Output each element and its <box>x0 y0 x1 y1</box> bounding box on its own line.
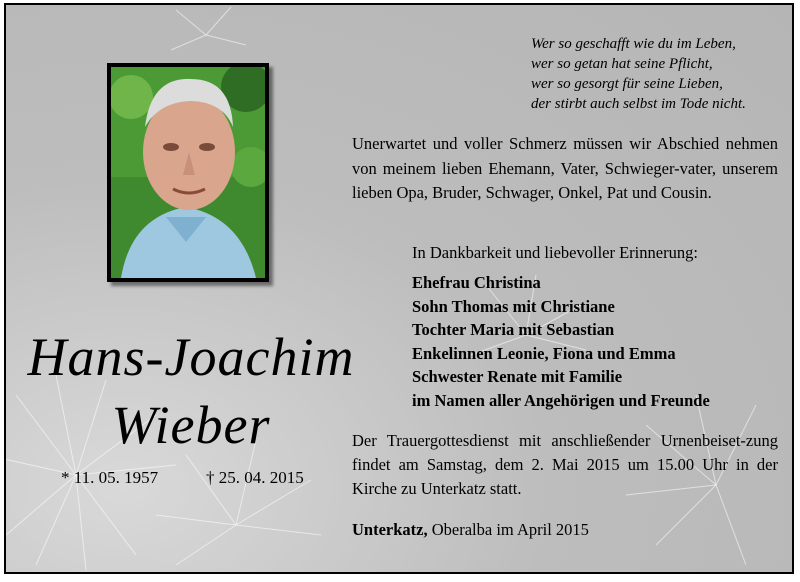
intro-text: Unerwartet und voller Schmerz müssen wir Abschied nehmen von meinem lieben Ehemann, Vater, Schwieger-vater, unserem lieben Opa, Bruder, Schwager, Onkel, Pat und Cousin. <box>352 134 778 202</box>
mourner-entry: Tochter Maria mit Sebastian <box>412 320 615 339</box>
mourner-entry: Enkelinnen Leonie, Fiona und Emma <box>412 343 676 363</box>
poem-line: wer so getan hat seine Pflicht, <box>531 56 713 72</box>
mourner-entry: im Namen aller Angehörigen und Freunde <box>412 390 710 410</box>
poem-line: Wer so geschafft wie du im Leben, <box>531 36 736 52</box>
thanks-line: In Dankbarkeit und liebevoller Erinnerung: <box>412 243 698 262</box>
portrait-photo <box>107 63 269 282</box>
birth-date: * 11. 05. 1957 <box>61 468 159 487</box>
deceased-first-name: Hans-Joachim <box>27 327 355 387</box>
mourner-entry: Sohn Thomas mit Christiane <box>412 296 615 316</box>
mourner-entry: Ehefrau Christina <box>412 273 541 292</box>
place-date <box>352 520 589 540</box>
death-date: † 25. 04. 2015 <box>206 468 304 487</box>
poem <box>531 34 791 114</box>
place-rest: Oberalba im April 2015 <box>427 520 589 539</box>
obituary-notice <box>4 3 794 574</box>
service-text: Der Trauergottesdienst mit anschließender Urnenbeiset-zung findet am Samstag, dem 2. Mai 2015 um 15.00 Uhr in der Kirche zu Unterkatz statt. <box>352 431 778 498</box>
portrait-image <box>111 67 265 278</box>
place-town: Unterkatz, <box>352 520 428 539</box>
poem-line: wer so gesorgt für seine Lieben, <box>531 76 723 92</box>
mourners-list <box>412 271 710 412</box>
poem-line: der stirbt auch selbst im Tode nicht. <box>531 96 746 112</box>
mourner-entry: Schwester Renate mit Familie <box>412 367 623 386</box>
deceased-last-name: Wieber <box>111 395 271 455</box>
